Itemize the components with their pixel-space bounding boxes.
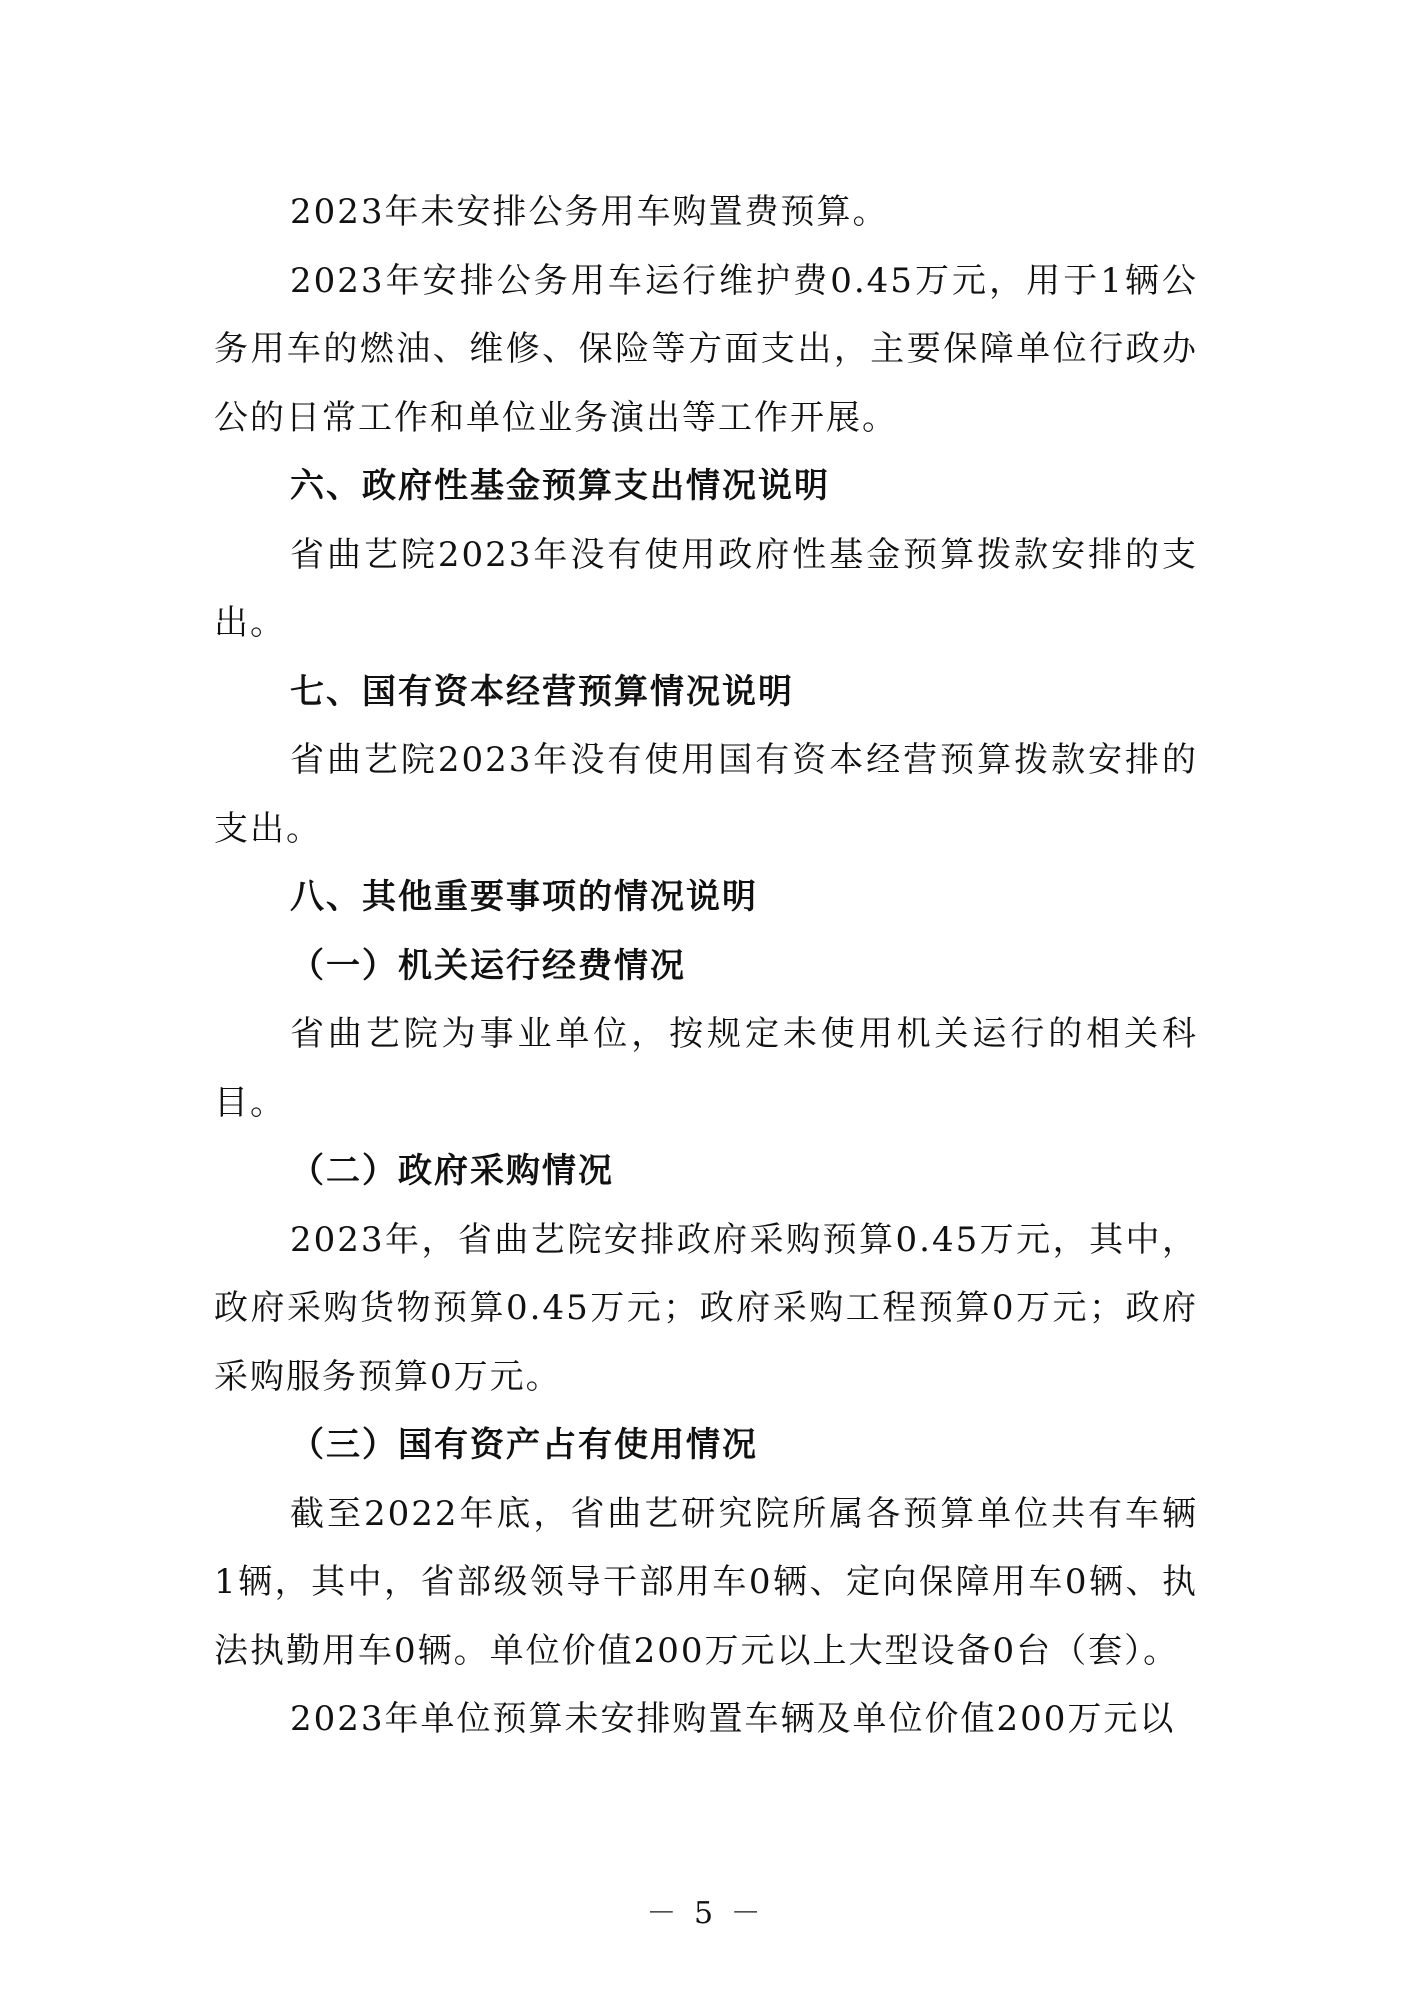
paragraph-government-fund: 省曲艺院2023年没有使用政府性基金预算拨款安排的支出。 — [214, 534, 1198, 643]
paragraph-vehicle-maintenance: 2023年安排公务用车运行维护费0.45万元，用于1辆公务用车的燃油、维修、保险等方面支出，主要保障单位行政办公的日常工作和单位业务演出等工作开展。 — [214, 260, 1198, 438]
subsection-heading-2: （二）政府采购情况 — [290, 1151, 614, 1191]
subsection-heading-1: （一）机关运行经费情况 — [290, 945, 686, 986]
section-heading-8: 八、其他重要事项的情况说明 — [290, 877, 758, 917]
paragraph-asset-budget: 2023年单位预算未安排购置车辆及单位价值200万元以 — [290, 1699, 1176, 1739]
section-heading-7: 七、国有资本经营预算情况说明 — [290, 671, 794, 712]
paragraph-procurement: 2023年，省曲艺院安排政府采购预算0.45万元，其中，政府采购货物预算0.45万元；政府采购工程预算0万元；政府采购服务预算0万元。 — [214, 1219, 1198, 1397]
paragraph-operating-expenses: 省曲艺院为事业单位，按规定未使用机关运行的相关科目。 — [214, 1014, 1198, 1123]
document-body — [214, 178, 1198, 1754]
section-heading-6: 六、政府性基金预算支出情况说明 — [290, 466, 830, 506]
paragraph-vehicle-purchase: 2023年未安排公务用车购置费预算。 — [290, 192, 889, 232]
subsection-heading-3: （三）国有资产占有使用情况 — [290, 1425, 758, 1465]
paragraph-state-assets: 截至2022年底，省曲艺研究院所属各预算单位共有车辆1辆，其中，省部级领导干部用车0辆、定向保障用车0辆、执法执勤用车0辆。单位价值200万元以上大型设备0台（套）。 — [214, 1493, 1198, 1671]
paragraph-state-capital: 省曲艺院2023年没有使用国有资本经营预算拨款安排的支出。 — [214, 740, 1198, 849]
page-number: － 5 － — [646, 1896, 765, 1931]
